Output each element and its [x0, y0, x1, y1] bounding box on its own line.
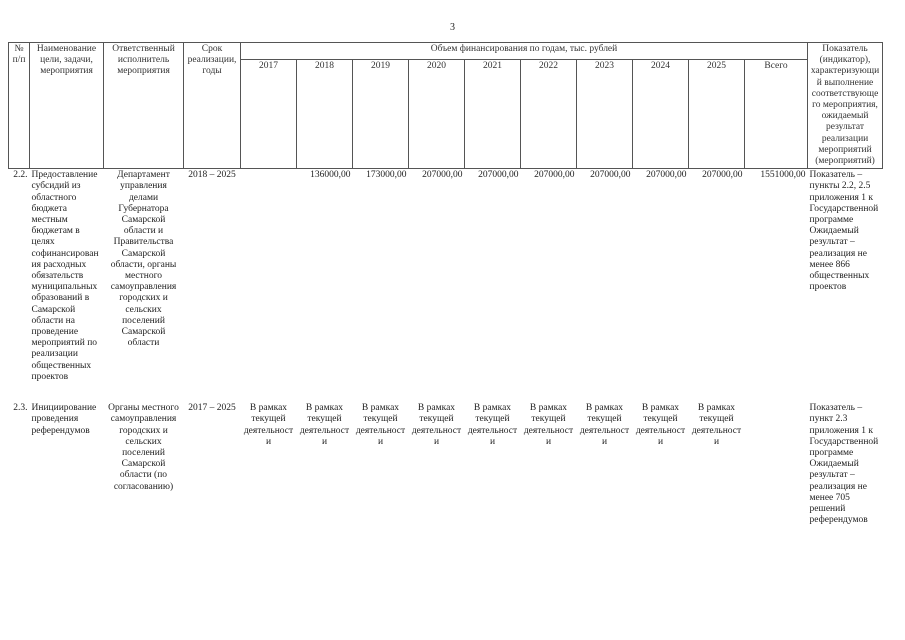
row-num: 2.2. [13, 170, 28, 181]
header-year: 2022 [521, 60, 577, 169]
row-value: В рамках текущей деятельности [243, 403, 294, 447]
row-value: В рамках текущей деятельности [299, 403, 350, 447]
funding-table [8, 42, 883, 527]
table-row [9, 402, 883, 527]
row-value: 173000,00 [366, 170, 407, 181]
row-value: 136000,00 [310, 170, 351, 181]
row-value: 207000,00 [534, 170, 575, 181]
row-value: В рамках текущей деятельности [355, 403, 406, 447]
table-row [9, 169, 883, 384]
row-total [745, 402, 808, 527]
header-num: № п/п [9, 43, 30, 169]
header-year: 2021 [465, 60, 521, 169]
header-year: 2024 [633, 60, 689, 169]
page-number: 3 [450, 22, 455, 33]
row-term: 2018 – 2025 [188, 170, 236, 181]
row-name: Предоставление субсидий из областного бюджета местным бюджетам в целях софинансирования расходных обязательств муниципальных образований в Самарской области на проведение мероприятий по реализации общественных проектов [31, 170, 99, 382]
row-responsible: Департамент управления делами Губернатора Самарской области и Правительства Самарской области, органы местного самоуправления городских и сельских поселений Самарской области [110, 170, 177, 349]
row-name: Инициирование проведения референдумов [31, 403, 97, 436]
header-year: 2018 [297, 60, 353, 169]
row-value: 207000,00 [646, 170, 687, 181]
row-responsible: Органы местного самоуправления городских и сельских поселений Самарской области (по согласованию) [108, 403, 179, 492]
row-value: 207000,00 [590, 170, 631, 181]
header-year: 2020 [409, 60, 465, 169]
header-year: 2023 [577, 60, 633, 169]
row-value: В рамках текущей деятельности [467, 403, 518, 447]
row-total: 1551000,00 [760, 170, 806, 181]
row-value [241, 169, 297, 384]
row-value: 207000,00 [478, 170, 519, 181]
row-value: В рамках текущей деятельности [411, 403, 462, 447]
header-responsible: Ответственный исполнитель мероприятия [104, 43, 184, 169]
row-term: 2017 – 2025 [188, 403, 236, 414]
header-year: 2017 [241, 60, 297, 169]
row-indicator: Показатель – пункты 2.2, 2.5 приложения 1 к Государственной программе Ожидаемый результат – реализация не менее 866 общественных проектов [809, 170, 879, 293]
row-value: 207000,00 [422, 170, 463, 181]
header-year: 2025 [689, 60, 745, 169]
row-value: 207000,00 [702, 170, 743, 181]
row-indicator: Показатель – пункт 2.3 приложения 1 к Государственной программе Ожидаемый результат – реализация не менее 705 решений референдумов [809, 403, 879, 526]
header-term: Срок реализации, годы [184, 43, 241, 169]
row-num: 2.3. [13, 403, 28, 414]
row-value: В рамках текущей деятельности [579, 403, 630, 447]
header-name: Наименование цели, задачи, мероприятия [30, 43, 104, 169]
row-value: В рамках текущей деятельности [635, 403, 686, 447]
header-indicator: Показатель (индикатор), характеризующий выполнение соответствующего мероприятия, ожидаемый результат реализации мероприятий (мероприятий) [808, 43, 883, 169]
row-value: В рамках текущей деятельности [523, 403, 574, 447]
header-year: 2019 [353, 60, 409, 169]
header-funding: Объем финансирования по годам, тыс. рублей [241, 43, 808, 60]
row-value: В рамках текущей деятельности [691, 403, 742, 447]
header-total: Всего [745, 60, 808, 169]
